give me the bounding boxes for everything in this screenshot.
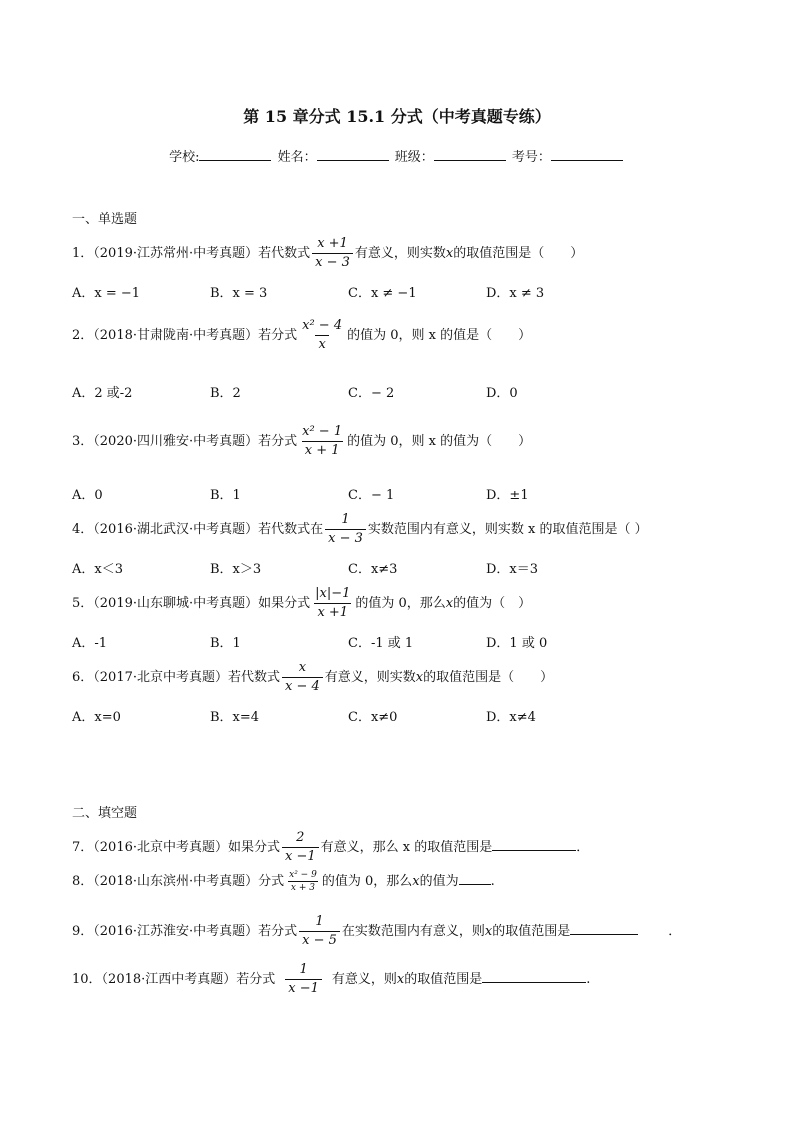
question-8-text: 8．（2018·山东滨州·中考真题）分式 [72,874,285,889]
name-field[interactable] [317,148,389,161]
option-c[interactable]: C．x ≠ −1 [348,286,417,301]
option-d[interactable]: D．x≠4 [486,710,536,725]
question-3-options [72,484,672,502]
question-5-text: 5．（2019·山东聊城·中考真题）如果分式 [72,596,311,611]
number-field[interactable] [551,148,623,161]
question-1: 1．（2019·江苏常州·中考真题）若代数式 $\frac{x +1}{x - 3}$ 有意义，则实数x的取值范围是（ ） [72,236,584,270]
question-4-options [72,558,672,576]
class-field[interactable] [434,148,506,161]
option-c[interactable]: C．-1 或 1 [348,636,414,651]
answer-blank[interactable] [570,922,638,935]
option-d[interactable]: D．0 [486,386,518,401]
option-b[interactable]: B．1 [210,636,241,651]
option-d[interactable]: D．±1 [486,488,529,503]
question-5: 5．（2019·山东聊城·中考真题）如果分式 $\frac{|x|-1}{x +1}$ 的值为 0，那么x的值为（ ） [72,586,532,620]
question-7: 7．（2016·北京中考真题）如果分式 $\frac{2}{x -1}$ 有意义，那么 x 的取值范围是 ． [72,830,590,864]
question-6-text: 6．（2017·北京中考真题）若代数式 [72,670,280,685]
question-3-fraction: $\frac{\text{x² − 1}}{x + 1}$ [302,424,343,458]
section-heading-single-choice: 一、单选题 [72,212,138,227]
option-b[interactable]: B．x=4 [210,710,260,725]
question-1-fraction: $\frac{x +1}{x - 3}$ [312,236,353,271]
question-5-options [72,632,672,650]
question-8-fraction: $\frac{\text{x² − 9}}{x + 3}$ [289,870,317,893]
question-9-text: 9．（2016·江苏淮安·中考真题）若分式 [72,924,298,939]
option-d[interactable]: D．x＝3 [486,562,539,577]
question-3-text: 3．（2020·四川雅安·中考真题）若分式 [72,434,298,449]
question-4: 4．（2016·湖北武汉·中考真题）若代数式在 $\frac{1}{x - 3}$ 实数范围内有意义，则实数 x 的取值范围是（ ） [72,512,648,546]
question-1-text: 1．（2019·江苏常州·中考真题）若代数式 [72,246,311,261]
question-9: 9．（2016·江苏淮安·中考真题）若分式 $\frac{1}{x - 5}$ 在实数范围内有意义，则x的取值范围是 ． [72,914,682,948]
option-b[interactable]: B．2 [210,386,241,401]
question-4-fraction: $\frac{1}{x - 3}$ [325,512,366,547]
question-5-fraction: $\frac{|x|-1}{x +1}$ [315,586,351,620]
option-a[interactable]: A．2 或-2 [72,386,133,401]
name-label: 姓名： [277,150,317,165]
question-7-text: 7．（2016·北京中考真题）如果分式 [72,840,280,855]
page-title: 第 15 章分式 15.1 分式（中考真题专练） [243,107,551,126]
question-4-text: 4．（2016·湖北武汉·中考真题）若代数式在 [72,522,324,537]
question-7-fraction: $\frac{2}{x -1}$ [282,830,319,865]
option-a[interactable]: A．x＜3 [72,562,123,577]
answer-blank[interactable] [492,838,576,851]
number-label: 考号： [511,150,551,165]
question-2-fraction: $\frac{\text{x² − 4}}{x}$ [302,318,343,352]
question-2-text: 2．（2018·甘肃陇南·中考真题）若分式 [72,328,298,343]
option-c[interactable]: C．− 1 [348,488,395,503]
option-a[interactable]: A．0 [72,488,103,503]
question-10: 10．（2018·江西中考真题）若分式 $\frac{1}{x -1}$ 有意义，则x的取值范围是 . [72,962,591,996]
answer-blank[interactable] [459,872,491,885]
question-2-options [72,382,672,400]
question-2: 2．（2018·甘肃陇南·中考真题）若分式 $\frac{\text{x² − 4}}{x}$ 的值为 0，则 x 的值是（ ） [72,318,532,352]
option-a[interactable]: A．x=0 [72,710,121,725]
question-3: 3．（2020·四川雅安·中考真题）若分式 $\frac{\text{x² − 1}}{x + 1}$ 的值为 0，则 x 的值为（ ） [72,424,532,458]
option-d[interactable]: D．1 或 0 [486,636,548,651]
option-d[interactable]: D．x ≠ 3 [486,286,545,301]
option-a[interactable]: A．x = −1 [72,286,141,301]
class-label: 班级： [394,150,434,165]
option-c[interactable]: C．− 2 [348,386,395,401]
question-10-fraction: $\frac{1}{x -1}$ [285,962,322,997]
option-b[interactable]: B．x＞3 [210,562,262,577]
section-heading-fill-in: 二、填空题 [72,806,138,821]
school-field[interactable] [199,148,271,161]
question-9-fraction: $\frac{1}{x - 5}$ [299,914,340,949]
question-6: 6．（2017·北京中考真题）若代数式 $\frac{x}{x - 4}$ 有意义，则实数x的取值范围是（ ） [72,660,554,694]
option-a[interactable]: A．-1 [72,636,108,651]
student-info-row [0,146,794,165]
question-1-options [72,282,672,300]
option-b[interactable]: B．x = 3 [210,286,268,301]
option-b[interactable]: B．1 [210,488,241,503]
question-10-text: 10．（2018·江西中考真题）若分式 [72,972,276,987]
question-6-fraction: $\frac{x}{x - 4}$ [282,660,323,695]
question-6-options [72,706,672,724]
school-label: 学校: [169,150,200,165]
option-c[interactable]: C．x≠0 [348,710,398,725]
question-8: 8．（2018·山东滨州·中考真题）分式 $\frac{\text{x² − 9}}{x + 3}$ 的值为 0，那么x的值为 . [72,870,495,893]
option-c[interactable]: C．x≠3 [348,562,398,577]
answer-blank[interactable] [482,970,586,983]
